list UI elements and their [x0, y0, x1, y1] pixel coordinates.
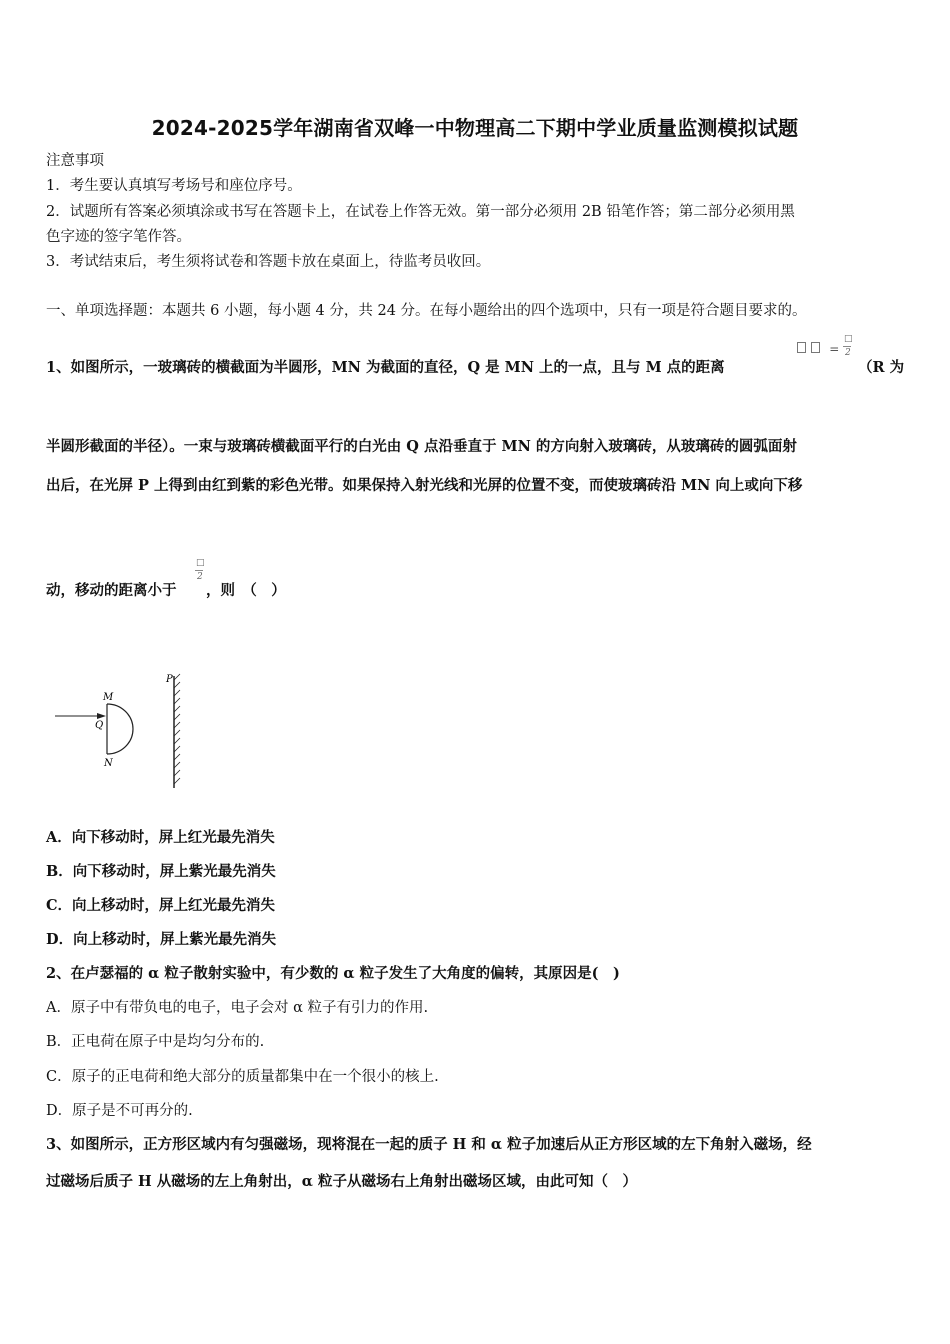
notice-item: 3．考试结束后，考生须将试卷和答题卡放在桌面上，待监考员收回。 — [46, 254, 491, 270]
page-title: 2024-2025学年湖南省双峰一中物理高二下期中学业质量监测模拟试题 — [151, 116, 799, 140]
q3-stem-line1: 3、如图所示，正方形区域内有匀强磁场，现将混在一起的质子 H 和 α 粒子加速后从正方形区域的左下角射入磁场，经 — [46, 1136, 812, 1153]
q1-option-c: C．向上移动时，屏上红光最先消失 — [46, 897, 276, 914]
fraction-denominator: 2 — [197, 572, 203, 582]
q2-option-a: A．原子中有带负电的电子，电子会对 α 粒子有引力的作用. — [46, 1000, 429, 1016]
q1-stem-line4: 动，移动的距离小于 — [46, 582, 177, 599]
notice-item: 1．考生要认真填写考场号和座位序号。 — [46, 178, 302, 194]
placeholder-glyph-icon — [811, 342, 820, 353]
notice-item: 2．试题所有答案必须填涂或书写在答题卡上，在试卷上作答无效。第一部分必须用 2B 铅笔作答；第二部分必须用黑 — [46, 204, 795, 220]
q1-distance-formula: = — [797, 338, 839, 357]
q1-option-d: D．向上移动时，屏上紫光最先消失 — [46, 931, 277, 948]
q1-option-a: A．向下移动时，屏上红光最先消失 — [46, 829, 275, 846]
label-p: P — [166, 674, 173, 685]
arrow-head-icon — [97, 713, 106, 719]
q1-stem-line3: 出后，在光屏 P 上得到由红到紫的彩色光带。如果保持入射光线和光屏的位置不变，而使玻璃砖沿 MN 向上或向下移 — [46, 477, 803, 494]
notice-item: 色字迹的签字笔作答。 — [46, 229, 191, 245]
q1-stem-line4-end: ，则 （ ） — [206, 582, 286, 599]
q3-stem-line2: 过磁场后质子 H 从磁场的左上角射出，α 粒子从磁场右上角射出磁场区域，由此可知（ ） — [46, 1173, 637, 1190]
label-m: M — [103, 692, 114, 703]
q2-option-c: C．原子的正电荷和绝大部分的质量都集中在一个很小的核上. — [46, 1069, 439, 1085]
notice-heading: 注意事项 — [46, 153, 104, 169]
fraction-bar — [195, 570, 203, 571]
q1-stem-line1-end: （R 为 — [858, 359, 905, 376]
fraction-numerator: □ — [844, 334, 853, 344]
q1-figure — [50, 668, 190, 793]
fraction-numerator: □ — [196, 558, 205, 568]
q2-stem: 2、在卢瑟福的 α 粒子散射实验中，有少数的 α 粒子发生了大角度的偏转，其原因是( ) — [46, 965, 620, 982]
fraction-bar — [843, 346, 851, 347]
q1-stem-line1: 1、如图所示，一玻璃砖的横截面为半圆形，MN 为截面的直径，Q 是 MN 上的一点，且与 M 点的距离 — [46, 359, 725, 376]
q2-option-d: D．原子是不可再分的. — [46, 1103, 193, 1119]
q1-option-b: B．向下移动时，屏上紫光最先消失 — [46, 863, 276, 880]
screen-hatching — [174, 674, 180, 784]
placeholder-glyph-icon — [797, 342, 806, 353]
fraction-denominator: 2 — [845, 348, 851, 358]
section-heading: 一、单项选择题：本题共 6 小题，每小题 4 分，共 24 分。在每小题给出的四个选项中，只有一项是符合题目要求的。 — [46, 303, 807, 319]
q2-option-b: B．正电荷在原子中是均匀分布的. — [46, 1034, 265, 1050]
q1-stem-line2: 半圆形截面的半径）。一束与玻璃砖横截面平行的白光由 Q 点沿垂直于 MN 的方向射入玻璃砖，从玻璃砖的圆弧面射 — [46, 438, 797, 455]
label-q: Q — [95, 720, 104, 731]
semicircle-glass — [107, 704, 133, 754]
label-n: N — [104, 758, 113, 769]
